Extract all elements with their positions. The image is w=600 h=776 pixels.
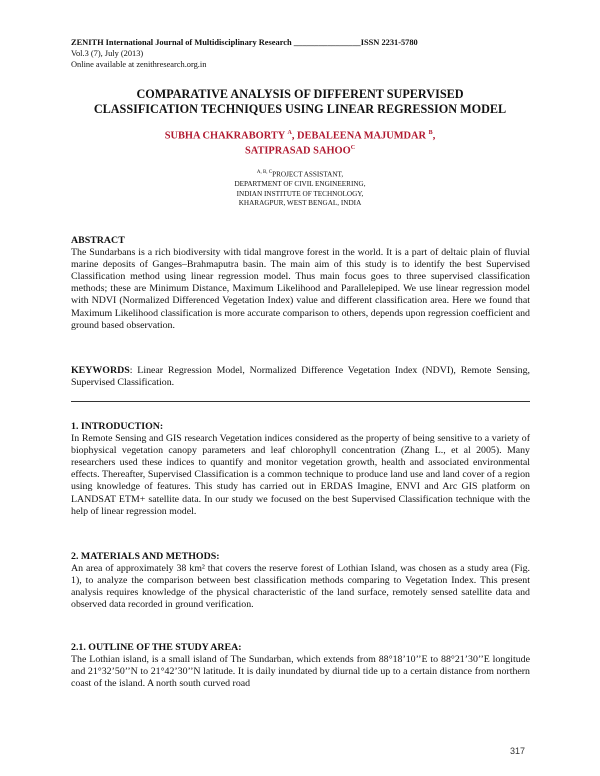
author-3: SATIPRASAD SAHOO: [244, 145, 351, 157]
study-area-heading: 2.1. OUTLINE OF THE STUDY AREA:: [71, 642, 242, 653]
author-2-sup: B: [428, 130, 433, 136]
paper-title: [60, 87, 540, 117]
study-area-section: [71, 642, 530, 690]
journal-line: ZENITH International Journal of Multidisciplinary Research ________________ISSN 2231-5780: [71, 38, 418, 47]
affiliation-line-1: PROJECT ASSISTANT,: [272, 170, 344, 179]
affiliation-sup: A, B, C: [256, 170, 273, 175]
title-line-1: COMPARATIVE ANALYSIS OF DIFFERENT SUPERVISED: [136, 87, 464, 101]
author-1-sup: A: [287, 130, 292, 136]
abstract-section: [71, 235, 530, 332]
keywords-section: [71, 365, 530, 389]
author-2: , DEBALEENA MAJUMDAR: [291, 130, 429, 142]
affiliation-line-3: INDIAN INSTITUTE OF TECHNOLOGY,: [236, 189, 364, 198]
affiliation-line-4: KHARAGPUR, WEST BENGAL, INDIA: [238, 199, 362, 208]
online-line: Online available at zenithresearch.org.in: [71, 60, 207, 69]
page-number: 317: [510, 746, 526, 756]
introduction-section: [71, 421, 530, 518]
section-divider: [71, 401, 530, 402]
author-1: SUBHA CHAKRABORTY: [164, 130, 288, 142]
affiliation: [200, 168, 400, 209]
keywords-text: : Linear Regression Model, Normalized Difference Vegetation Index (NDVI), Remote Sensing, Supervised Classification.: [71, 365, 530, 389]
title-line-2: CLASSIFICATION TECHNIQUES USING LINEAR REGRESSION MODEL: [93, 102, 507, 116]
methods-section: [71, 551, 530, 611]
methods-heading: 2. MATERIALS AND METHODS:: [71, 551, 220, 562]
keywords-label: KEYWORDS: [71, 365, 130, 376]
introduction-heading: 1. INTRODUCTION:: [71, 421, 164, 432]
abstract-heading: ABSTRACT: [71, 235, 125, 246]
journal-header: [71, 37, 541, 70]
author-2-tail: ,: [432, 130, 436, 142]
affiliation-line-2: DEPARTMENT OF CIVIL ENGINEERING,: [234, 179, 366, 188]
introduction-text: In Remote Sensing and GIS research Vegetation indices considered as the property of being sensitive to a variety of biophysical vegetation canopy parameters and leaf chlorophyll concentration (Zhang L., et al 2005). Many researchers used these indices to quantify and monitor vegetation growth, health and associated environmental effects. Thereafter, Supervised Classification is a common technique to produce land use and land cover of a region using knowledge of features. This study has carried out in ERDAS Imagine, ENVI and Arc GIS platform on LANDSAT ETM+ satellite data. In our study we focused on the best Supervised Classification technique with the help of linear regression model.: [71, 433, 530, 517]
methods-text: An area of approximately 38 km² that covers the reserve forest of Lothian Island, was chosen as a study area (Fig. 1), to analyze the comparison between best classification methods comparing to Vegetation Index. This present analysis requires knowledge of the physical characteristic of the land surface, remotely sensed satellite data and observed data recorded in ground verification.: [71, 563, 530, 611]
author-list: [70, 127, 530, 158]
abstract-text: The Sundarbans is a rich biodiversity with tidal mangrove forest in the world. It is a part of deltaic plain of fluvial marine deposits of Ganges–Brahmaputra basin. The main aim of this study is to identify the best Supervised Classification method using linear regression model. Thus main focus goes to three supervised classification methods; these are Minimum Distance, Maximum Likelihood and Parallelepiped. We use linear regression model with NDVI (Normalized Differenced Vegetation Index) value and different classification area. Here we found that Maximum Likelihood classification is more accurate comparison to others, depends upon regression coefficient and ground based observation.: [71, 247, 530, 331]
author-3-sup: C: [350, 145, 356, 152]
volume-line: Vol.3 (7), July (2013): [71, 49, 144, 58]
study-area-text: The Lothian island, is a small island of The Sundarban, which extends from 88°18’10’’E to 88°21’30’’E longitude and 21°32’50’’N to 21°42’30’’N latitude. It is daily inundated by diurnal tide up to a certain distance from northern coast of the island. A north south curved road: [71, 654, 530, 690]
